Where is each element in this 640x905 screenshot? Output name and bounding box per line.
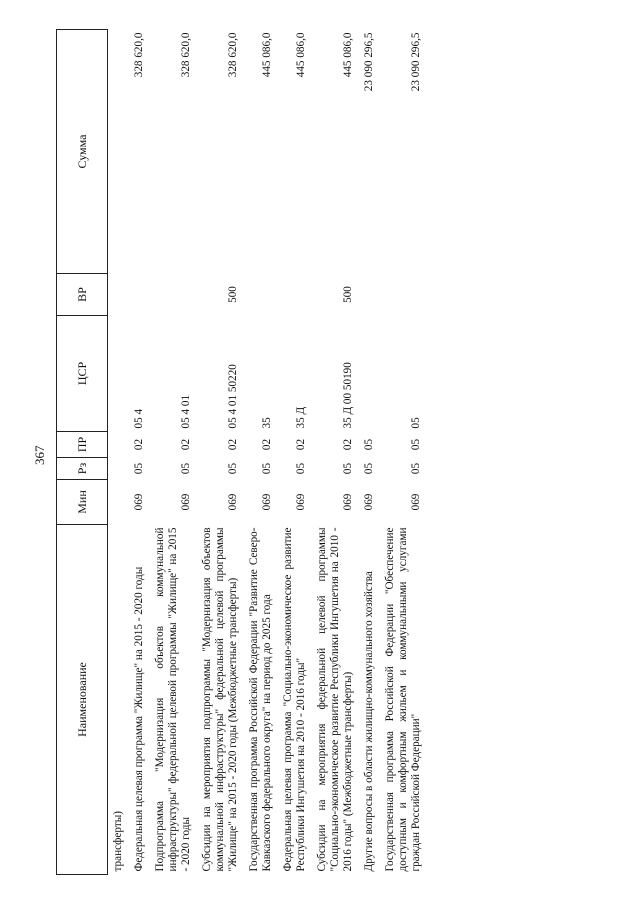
row-rz: 05: [295, 462, 307, 475]
row-vr: [108, 274, 132, 316]
row-min: 069: [410, 493, 422, 511]
row-min: 069: [295, 493, 307, 511]
budget-table: [56, 29, 429, 875]
row-csr: 35 Д: [295, 406, 307, 429]
row-rz: 05: [180, 462, 192, 475]
row-min: 069: [342, 493, 354, 511]
table-row: [280, 30, 314, 875]
row-vr: [246, 274, 280, 316]
header-name: Наименование: [57, 525, 108, 875]
row-sum: 328 620,0: [180, 32, 192, 78]
row-sum: 445 086,0: [261, 32, 273, 78]
row-name: Подпрограмма "Модернизация объектов коммунальной инфраструктуры" федеральной целевой программы "Жилище" на 2015 - 2020 годы: [154, 527, 192, 872]
row-vr: [152, 274, 199, 316]
row-sum: 445 086,0: [342, 32, 354, 78]
row-pr: 02: [342, 438, 354, 451]
table-row: [199, 30, 246, 875]
row-csr: 05 4 01 50220: [227, 364, 239, 429]
row-rz: 05: [261, 462, 273, 475]
row-vr: [382, 274, 429, 316]
row-csr: 35: [261, 417, 273, 429]
header-pr: ПР: [57, 432, 108, 458]
table-row: [361, 30, 382, 875]
header-rz: Рз: [57, 458, 108, 480]
table-row: [314, 30, 361, 875]
row-rz: 05: [363, 462, 375, 475]
row-pr: 02: [295, 438, 307, 451]
table-row: [382, 30, 429, 875]
row-pr: [108, 432, 132, 458]
row-pr: 02: [133, 438, 145, 451]
row-vr: [131, 274, 152, 316]
row-vr: 500: [342, 286, 354, 303]
row-min: [108, 480, 132, 525]
row-pr: 05: [410, 438, 422, 451]
row-pr: 02: [261, 438, 273, 451]
header-csr: ЦСР: [57, 316, 108, 432]
header-vr: ВР: [57, 274, 108, 316]
row-min: 069: [227, 493, 239, 511]
row-rz: 05: [133, 462, 145, 475]
row-csr: 05 4: [133, 408, 145, 429]
page-number: 367: [32, 445, 47, 465]
table-header-row: [57, 30, 108, 875]
row-csr: [108, 316, 132, 432]
row-sum: 328 620,0: [133, 32, 145, 78]
row-sum: 328 620,0: [227, 32, 239, 78]
header-min: Мин: [57, 480, 108, 525]
table-row: [152, 30, 199, 875]
row-name: Другие вопросы в области жилищно-коммунального хозяйства: [363, 571, 375, 872]
table-row: [131, 30, 152, 875]
row-sum: 445 086,0: [295, 32, 307, 78]
row-vr: [361, 274, 382, 316]
row-sum: [108, 30, 132, 274]
row-min: 069: [180, 493, 192, 511]
row-sum: 23 090 296,5: [410, 32, 422, 92]
row-name: Государственная программа Российской Федерации "Обеспечение доступным и комфортным жильем и коммунальными услугами граждан Российской Федерации": [384, 527, 422, 872]
row-name: Субсидии на мероприятия подпрограммы "Модернизация объектов коммунальной инфраструктуры" федеральной целевой программы "Жилище" на 2015 - 2020 годы (Межбюджетные трансферты): [201, 527, 239, 872]
row-name: трансферты): [112, 811, 124, 872]
row-pr: 02: [227, 438, 239, 451]
row-csr: 05 4 01: [180, 394, 192, 429]
row-vr: [280, 274, 314, 316]
row-name: Федеральная целевая программа "Жилище" на 2015 - 2020 годы: [133, 566, 145, 872]
row-min: 069: [261, 493, 273, 511]
row-sum: 23 090 296,5: [363, 32, 375, 92]
row-name: Субсидии на мероприятия федеральной целевой программы "Социально-экономическое развитие Республики Ингушетия на 2010 - 2016 годы" (Межбюджетные трансферты): [316, 527, 354, 872]
row-rz: 05: [227, 462, 239, 475]
row-csr: [361, 316, 382, 432]
table-row: [108, 30, 132, 875]
row-csr: 05: [410, 417, 422, 429]
row-csr: 35 Д 00 50190: [342, 362, 354, 429]
row-name: Государственная программа Российской Федерации "Развитие Северо-Кавказского федерального округа" на период до 2025 года: [248, 527, 273, 872]
row-rz: 05: [410, 462, 422, 475]
row-name: Федеральная целевая программа "Социально-экономическое развитие Республики Ингушетия на 2010 - 2016 годы": [282, 527, 307, 872]
header-sum: Сумма: [57, 30, 108, 274]
row-pr: 02: [180, 438, 192, 451]
row-pr: 05: [363, 438, 375, 451]
row-vr: 500: [227, 286, 239, 303]
row-min: 069: [363, 493, 375, 511]
row-min: 069: [133, 493, 145, 511]
row-rz: [108, 458, 132, 480]
row-rz: 05: [342, 462, 354, 475]
table-row: [246, 30, 280, 875]
